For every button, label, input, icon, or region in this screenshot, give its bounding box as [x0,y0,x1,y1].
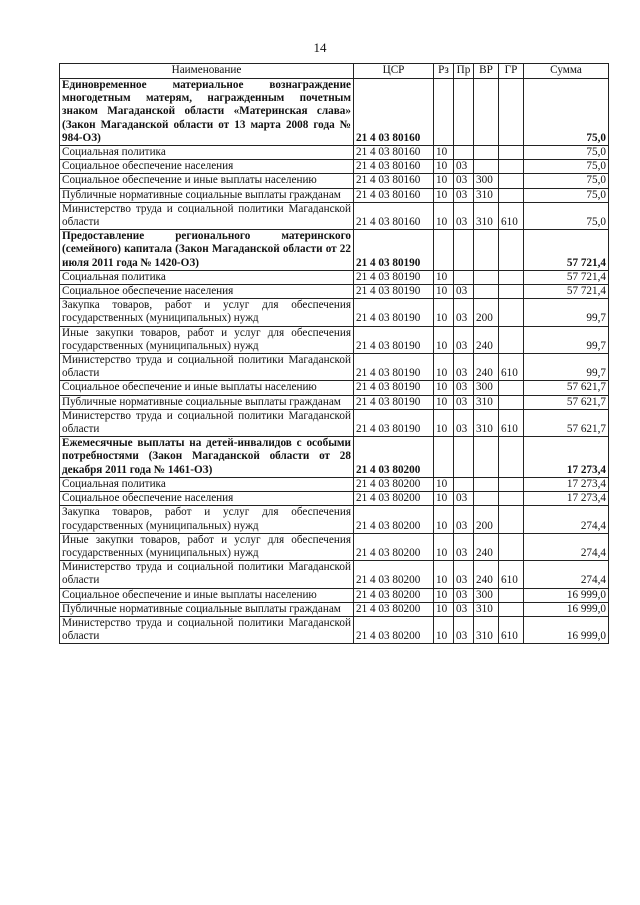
cell-sum: 75,0 [524,188,609,202]
table-row [60,409,609,436]
cell-csr: 21 4 03 80200 [354,533,434,560]
cell-sum: 17 273,4 [524,492,609,506]
cell-gr [499,146,524,160]
cell-name: Министерство труда и социальной политики Магаданской области [60,202,354,229]
cell-rz: 10 [434,381,454,395]
cell-gr [499,326,524,353]
cell-pr: 03 [454,188,474,202]
cell-name: Предоставление регионального материнского (семейного) капитала (Закон Магаданской области от 22 июля 2011 года № 1420-ОЗ) [60,230,354,271]
cell-vr: 200 [474,506,499,533]
cell-sum: 17 273,4 [524,477,609,491]
cell-csr: 21 4 03 80190 [354,285,434,299]
cell-gr: 610 [499,561,524,588]
cell-vr: 200 [474,299,499,326]
cell-name: Публичные нормативные социальные выплаты гражданам [60,188,354,202]
table-row [60,492,609,506]
cell-rz: 10 [434,299,454,326]
cell-gr [499,160,524,174]
cell-sum: 274,4 [524,533,609,560]
cell-pr: 03 [454,616,474,643]
table-row [60,354,609,381]
table-row [60,285,609,299]
cell-sum: 99,7 [524,299,609,326]
cell-vr: 240 [474,354,499,381]
cell-csr: 21 4 03 80190 [354,381,434,395]
cell-vr [474,285,499,299]
cell-sum: 75,0 [524,160,609,174]
table-row [60,79,609,146]
cell-vr [474,477,499,491]
cell-csr: 21 4 03 80190 [354,299,434,326]
cell-vr: 310 [474,395,499,409]
cell-rz: 10 [434,492,454,506]
cell-rz [434,437,454,478]
cell-csr: 21 4 03 80190 [354,326,434,353]
cell-sum: 274,4 [524,561,609,588]
cell-rz: 10 [434,285,454,299]
cell-rz: 10 [434,395,454,409]
cell-rz: 10 [434,174,454,188]
cell-sum: 75,0 [524,146,609,160]
cell-vr: 310 [474,188,499,202]
cell-rz: 10 [434,602,454,616]
cell-pr [454,146,474,160]
cell-pr [454,230,474,271]
cell-sum: 57 721,4 [524,230,609,271]
cell-sum: 274,4 [524,506,609,533]
header-csr: ЦСР [354,64,434,79]
cell-sum: 57 721,4 [524,285,609,299]
cell-csr: 21 4 03 80160 [354,146,434,160]
cell-name: Иные закупки товаров, работ и услуг для обеспечения государственных (муниципальных) нужд [60,326,354,353]
cell-name: Иные закупки товаров, работ и услуг для обеспечения государственных (муниципальных) нужд [60,533,354,560]
cell-pr: 03 [454,202,474,229]
table-row [60,270,609,284]
cell-name: Социальное обеспечение населения [60,160,354,174]
cell-gr [499,188,524,202]
cell-gr: 610 [499,616,524,643]
cell-rz: 10 [434,202,454,229]
cell-gr [499,477,524,491]
cell-rz: 10 [434,146,454,160]
table-row [60,533,609,560]
cell-pr: 03 [454,299,474,326]
cell-sum: 57 621,7 [524,395,609,409]
cell-pr: 03 [454,561,474,588]
cell-rz: 10 [434,270,454,284]
cell-gr [499,285,524,299]
cell-vr [474,146,499,160]
cell-rz [434,79,454,146]
table-row [60,477,609,491]
cell-csr: 21 4 03 80190 [354,230,434,271]
cell-pr: 03 [454,381,474,395]
cell-gr [499,492,524,506]
cell-gr [499,506,524,533]
cell-vr: 300 [474,588,499,602]
cell-csr: 21 4 03 80160 [354,202,434,229]
cell-name: Социальное обеспечение и иные выплаты населению [60,174,354,188]
cell-name: Закупка товаров, работ и услуг для обеспечения государственных (муниципальных) нужд [60,506,354,533]
table-row [60,299,609,326]
cell-pr: 03 [454,492,474,506]
cell-pr: 03 [454,533,474,560]
cell-rz: 10 [434,616,454,643]
cell-rz: 10 [434,326,454,353]
cell-pr [454,79,474,146]
cell-vr [474,492,499,506]
cell-sum: 16 999,0 [524,616,609,643]
cell-name: Министерство труда и социальной политики Магаданской области [60,354,354,381]
cell-vr [474,230,499,271]
cell-sum: 99,7 [524,354,609,381]
cell-sum: 57 621,7 [524,409,609,436]
table-row [60,602,609,616]
cell-gr [499,230,524,271]
cell-vr: 240 [474,561,499,588]
table-row [60,174,609,188]
cell-csr: 21 4 03 80160 [354,188,434,202]
header-vr: ВР [474,64,499,79]
cell-vr [474,160,499,174]
cell-vr [474,437,499,478]
cell-rz: 10 [434,188,454,202]
cell-rz: 10 [434,354,454,381]
cell-name: Публичные нормативные социальные выплаты гражданам [60,395,354,409]
cell-gr [499,270,524,284]
cell-gr: 610 [499,409,524,436]
table-row [60,230,609,271]
cell-pr: 03 [454,160,474,174]
cell-csr: 21 4 03 80160 [354,79,434,146]
table-row [60,437,609,478]
cell-csr: 21 4 03 80160 [354,160,434,174]
cell-vr [474,270,499,284]
table-row [60,561,609,588]
cell-rz: 10 [434,477,454,491]
cell-csr: 21 4 03 80200 [354,506,434,533]
cell-csr: 21 4 03 80200 [354,602,434,616]
header-name: Наименование [60,64,354,79]
page-number: 14 [313,40,327,55]
cell-name: Социальное обеспечение населения [60,492,354,506]
cell-sum: 75,0 [524,174,609,188]
cell-vr: 300 [474,381,499,395]
cell-csr: 21 4 03 80190 [354,395,434,409]
table-row [60,146,609,160]
table-row [60,381,609,395]
cell-name: Социальное обеспечение населения [60,285,354,299]
cell-rz [434,230,454,271]
table-row [60,588,609,602]
cell-rz: 10 [434,561,454,588]
cell-name: Закупка товаров, работ и услуг для обеспечения государственных (муниципальных) нужд [60,299,354,326]
cell-gr [499,395,524,409]
cell-pr: 03 [454,354,474,381]
cell-gr: 610 [499,202,524,229]
cell-rz: 10 [434,506,454,533]
cell-name: Министерство труда и социальной политики Магаданской области [60,616,354,643]
cell-name: Единовременное материальное вознаграждение многодетным матерям, награжденным почетным знаком Магаданской области «Материнская слава» (Закон Магаданской области от 13 марта 2008 года № 984-ОЗ) [60,79,354,146]
cell-csr: 21 4 03 80190 [354,409,434,436]
cell-gr [499,79,524,146]
cell-gr [499,381,524,395]
cell-name: Министерство труда и социальной политики Магаданской области [60,409,354,436]
table-row [60,160,609,174]
cell-pr: 03 [454,602,474,616]
cell-gr [499,602,524,616]
cell-csr: 21 4 03 80200 [354,561,434,588]
cell-pr: 03 [454,588,474,602]
cell-name: Публичные нормативные социальные выплаты гражданам [60,602,354,616]
cell-sum: 16 999,0 [524,588,609,602]
cell-pr [454,477,474,491]
cell-sum: 17 273,4 [524,437,609,478]
cell-gr [499,588,524,602]
cell-name: Социальная политика [60,477,354,491]
header-gr: ГР [499,64,524,79]
cell-name: Социальная политика [60,146,354,160]
cell-vr: 310 [474,202,499,229]
cell-gr [499,437,524,478]
cell-rz: 10 [434,588,454,602]
cell-name: Социальная политика [60,270,354,284]
cell-name: Министерство труда и социальной политики Магаданской области [60,561,354,588]
cell-gr [499,174,524,188]
cell-gr [499,533,524,560]
cell-vr: 310 [474,602,499,616]
cell-vr: 300 [474,174,499,188]
cell-rz: 10 [434,533,454,560]
table-row [60,395,609,409]
table-header-row [60,64,609,79]
table-row [60,188,609,202]
table-row [60,202,609,229]
cell-csr: 21 4 03 80200 [354,588,434,602]
cell-name: Социальное обеспечение и иные выплаты населению [60,381,354,395]
table-body [60,79,609,644]
table-row [60,506,609,533]
cell-pr [454,270,474,284]
cell-sum: 75,0 [524,202,609,229]
cell-csr: 21 4 03 80190 [354,354,434,381]
table-row [60,326,609,353]
budget-table [59,63,609,644]
cell-csr: 21 4 03 80200 [354,616,434,643]
cell-sum: 57 721,4 [524,270,609,284]
cell-name: Ежемесячные выплаты на детей-инвалидов с особыми потребностями (Закон Магаданской области от 28 декабря 2011 года № 1461-ОЗ) [60,437,354,478]
cell-csr: 21 4 03 80160 [354,174,434,188]
cell-vr: 240 [474,326,499,353]
cell-pr: 03 [454,395,474,409]
cell-pr: 03 [454,174,474,188]
cell-vr: 240 [474,533,499,560]
cell-pr: 03 [454,409,474,436]
cell-sum: 16 999,0 [524,602,609,616]
cell-rz: 10 [434,409,454,436]
cell-pr: 03 [454,326,474,353]
cell-sum: 75,0 [524,79,609,146]
header-pr: Пр [454,64,474,79]
cell-pr: 03 [454,285,474,299]
cell-gr [499,299,524,326]
cell-sum: 99,7 [524,326,609,353]
cell-rz: 10 [434,160,454,174]
cell-csr: 21 4 03 80200 [354,477,434,491]
cell-csr: 21 4 03 80200 [354,437,434,478]
table-row [60,616,609,643]
cell-csr: 21 4 03 80190 [354,270,434,284]
cell-csr: 21 4 03 80200 [354,492,434,506]
cell-vr: 310 [474,616,499,643]
cell-name: Социальное обеспечение и иные выплаты населению [60,588,354,602]
cell-gr: 610 [499,354,524,381]
cell-sum: 57 621,7 [524,381,609,395]
cell-vr [474,79,499,146]
header-sum: Сумма [524,64,609,79]
cell-pr [454,437,474,478]
header-rz: Рз [434,64,454,79]
cell-vr: 310 [474,409,499,436]
cell-pr: 03 [454,506,474,533]
